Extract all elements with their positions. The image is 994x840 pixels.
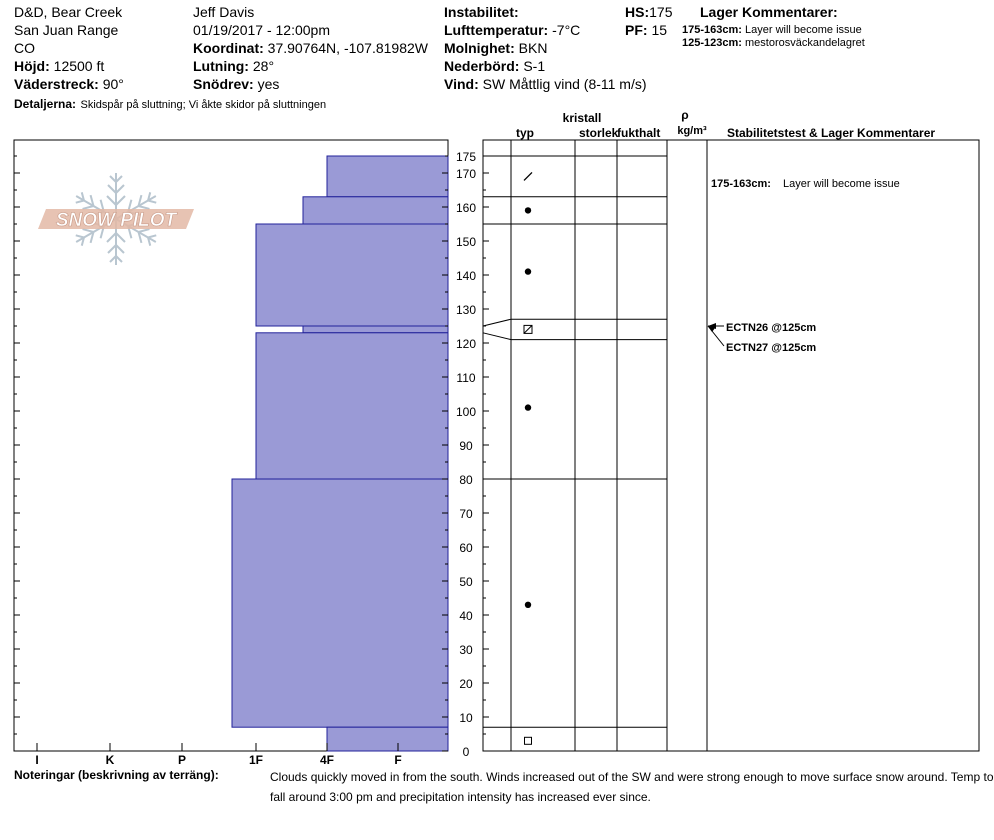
drift-value: yes [257,76,280,92]
elevation-value: 12500 ft [53,58,105,74]
wind-label: Vind: [444,76,479,92]
depth-tick-label: 175 [455,150,477,164]
type-header: typ [516,126,534,140]
hardness-layer-bar [232,479,448,727]
moisture-header: fukthalt [617,126,661,140]
pf-label: PF: [625,22,648,38]
depth-tick-label: 90 [459,439,473,453]
rounds-grain-icon [525,207,531,213]
hardness-tick-label: K [105,753,115,767]
stability-tests [708,178,900,354]
notes-text: Clouds quickly moved in from the south. Winds increased out of the SW and were strong enough to move surface snow around. Temp to fall around 3:00 pm and precipitation intensity has increased ever since. [270,770,994,804]
location-name: D&D, Bear Creek [14,4,123,20]
slope-label: Lutning: [193,58,249,74]
layer-comment-range: 125-123cm: [682,37,742,49]
depth-tick-label: 150 [455,235,477,249]
precip-label: Nederbörd: [444,58,520,74]
stability-comment-text: Layer will become issue [783,178,900,190]
snowpilot-logo [38,173,194,265]
depth-tick-label: 60 [459,541,473,555]
hardness-layer-bar [327,156,448,197]
airtemp-value: -7°C [552,22,581,38]
crystal-header: kristall [562,111,602,125]
details-label: Detaljerna: [14,97,77,111]
size-header: storlek [579,126,619,140]
precip-value: S-1 [523,58,546,74]
depth-tick-label: 70 [459,507,473,521]
rounds-grain-icon [525,602,531,608]
layer-comment-range: 175-163cm: [682,24,742,36]
depth-tick-label: 140 [455,269,477,283]
weak-layer-connector [483,319,511,326]
grain-symbols [524,172,532,744]
hardness-layer-bar [256,224,448,326]
depth-tick-label: 40 [459,609,473,623]
coordinate-value: 37.90764N, -107.81982W [267,40,428,56]
elevation-label: Höjd: [14,58,50,74]
faceted-rounds-grain-icon [524,325,532,333]
depth-tick-label: 20 [459,677,473,691]
depth-tick-label: 160 [455,201,477,215]
drift-label: Snödrev: [193,76,254,92]
pf-value: 15 [651,22,668,38]
depth-tick-label: 110 [456,371,476,385]
rounds-grain-icon [525,404,531,410]
rounds-grain-icon [525,268,531,274]
depth-tick-label: 100 [455,405,477,419]
notes-label: Noteringar (beskrivning av terräng): [14,768,219,782]
stability-test-label: ECTN27 @125cm [726,342,817,354]
hardness-layer-bar [256,333,448,479]
layer-comment-text: Layer will become issue [745,24,862,36]
depth-tick-label: 50 [459,575,473,589]
depth-tick-label: 130 [455,303,477,317]
hardness-layer-bar [327,727,448,751]
details-value: Skidspår på sluttning; Vi åkte skidor på sluttningen [80,99,327,111]
hardness-layers [232,156,448,751]
depth-tick-label: 120 [455,337,477,351]
aspect-value: 90° [102,76,124,92]
hardness-tick-label: P [177,753,187,767]
aspect-label: Väderstreck: [14,76,99,92]
depth-tick-label: 80 [459,473,473,487]
observation-datetime: 01/19/2017 - 12:00pm [193,22,330,38]
stability-test-label: ECTN26 @125cm [726,322,817,334]
state-name: CO [14,40,35,56]
observer-name: Jeff Davis [193,4,255,20]
decomposing-grain-icon [524,172,532,180]
coordinate-label: Koordinat: [193,40,264,56]
hardness-tick-label: 1F [248,753,264,767]
sky-label: Molnighet: [444,40,515,56]
stability-comment-range: 175-163cm: [711,178,771,190]
wind-value: SW Måttlig vind (8-11 m/s) [482,76,647,92]
instability-label: Instabilitet: [444,4,519,20]
facets-grain-icon [525,737,532,744]
hardness-tick-label: F [394,753,402,767]
rho-header: ρ [681,108,689,122]
hardness-tick-label: 4F [319,753,335,767]
hardness-layer-bar [303,197,448,224]
layer-comments-title: Lager Kommentarer: [700,4,838,20]
density-unit-header: kg/m³ [677,125,707,137]
weak-layer-connector [483,333,511,340]
slope-value: 28° [252,58,275,74]
depth-tick-label: 170 [455,167,477,181]
logo-text: SNOW PILOT [55,210,177,231]
hardness-layer-bar [303,326,448,333]
hs-value: 175 [649,4,673,20]
hardness-tick-label: I [35,753,39,767]
range-name: San Juan Range [14,22,119,38]
layer-comment-text: mestorosväckandelagret [745,37,865,49]
depth-tick-label: 30 [459,643,473,657]
depth-tick-label: 0 [462,745,470,759]
grain-table-frame [483,140,979,751]
airtemp-label: Lufttemperatur: [444,22,549,38]
stability-header: Stabilitetstest & Lager Kommentarer [727,126,936,140]
sky-value: BKN [518,40,548,56]
hs-label: HS: [625,4,650,20]
depth-tick-label: 10 [459,711,473,725]
